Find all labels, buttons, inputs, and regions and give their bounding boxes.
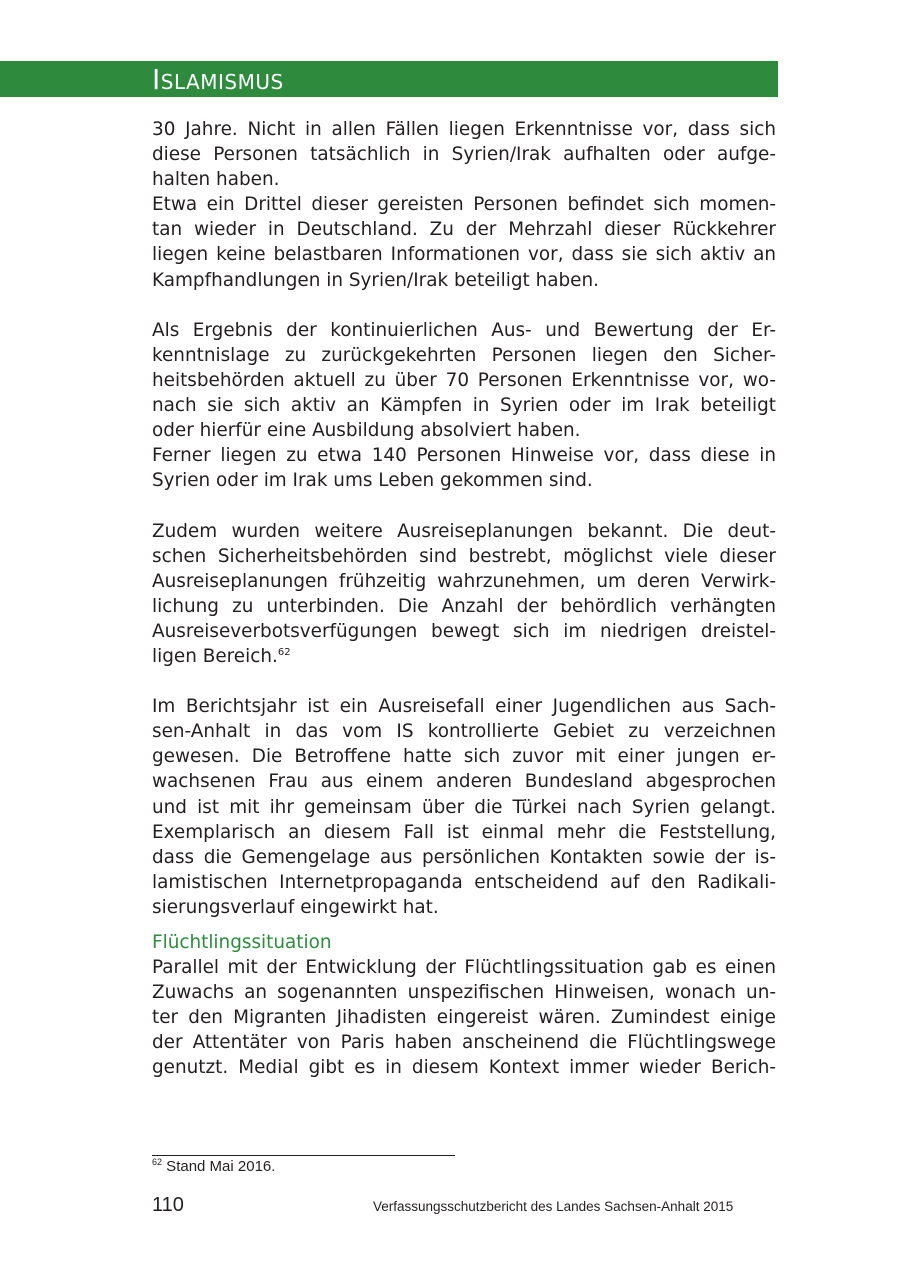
text-line: der Attentäter von Paris haben anscheinend die Flüchtlingswege xyxy=(152,1032,776,1054)
text-line: 30 Jahre. Nicht in allen Fällen liegen Erkenntnisse vor, dass sich xyxy=(152,119,776,140)
footnote-divider xyxy=(152,1155,455,1156)
text-line: schen Sicherheitsbehörden sind bestrebt, möglichst viele dieser xyxy=(152,545,776,567)
text-line: sierungsverlauf eingewirkt hat. xyxy=(152,896,439,918)
text-line: Ausreiseverbotsverfügungen bewegt sich im niedrigen dreistel- xyxy=(152,620,776,642)
text-line: sen-Anhalt in das vom IS kontrollierte Gebiet zu verzeichnen xyxy=(152,721,776,743)
text-fragment: ligen Bereich. xyxy=(152,645,278,667)
text-line: Zuwachs an sogenannten unspezifischen Hinweisen, wonach un- xyxy=(152,982,776,1004)
text-line: Zudem wurden weitere Ausreiseplanungen bekannt. Die deut- xyxy=(152,520,776,542)
text-line: und ist mit ihr gemeinsam über die Türkei nach Syrien gelangt. xyxy=(152,796,776,818)
text-line: oder hierfür eine Ausbildung absolviert haben. xyxy=(152,420,581,442)
text-line: Ferner liegen zu etwa 140 Personen Hinweise vor, dass diese in xyxy=(152,445,776,467)
footnote-reference[interactable]: 62 xyxy=(277,646,291,658)
section-header-bar xyxy=(0,61,778,97)
text-line: heitsbehörden aktuell zu über 70 Personen Erkenntnisse vor, wo- xyxy=(152,369,776,391)
text-line: liegen keine belastbaren Informationen vor, dass sie sich aktiv an xyxy=(152,244,776,266)
paragraph-5 xyxy=(152,519,776,670)
text-line xyxy=(152,644,776,669)
footnote xyxy=(152,1158,275,1176)
main-body-text xyxy=(152,117,776,1081)
paragraph-4 xyxy=(152,443,776,493)
page-number: 110 xyxy=(152,1194,184,1216)
paragraph-2 xyxy=(152,192,776,292)
paragraph-1 xyxy=(152,117,776,192)
footnote-text: Stand Mai 2016. xyxy=(162,1158,276,1175)
subheading-fluechtlingssituation: Flüchtlingssituation xyxy=(152,932,332,953)
text-line: Parallel mit der Entwicklung der Flüchtlingssituation gab es einen xyxy=(152,957,776,979)
publication-title: Verfassungsschutzbericht des Landes Sachsen-Anhalt 2015 xyxy=(373,1199,734,1214)
text-line: Ausreiseplanungen frühzeitig wahrzunehmen, um deren Verwirk- xyxy=(152,570,776,592)
text-line: Kampfhandlungen in Syrien/Irak beteiligt haben. xyxy=(152,269,599,291)
footnote-number: 62 xyxy=(152,1157,163,1167)
text-line: tan wieder in Deutschland. Zu der Mehrzahl dieser Rückkehrer xyxy=(152,219,776,241)
text-line: lichung zu unterbinden. Die Anzahl der behördlich verhängten xyxy=(152,595,776,617)
text-line: halten haben. xyxy=(152,169,280,191)
text-line: genutzt. Medial gibt es in diesem Kontext immer wieder Berich- xyxy=(152,1057,776,1079)
text-line: diese Personen tatsächlich in Syrien/Irak aufhalten oder aufge- xyxy=(152,144,776,166)
text-line: Als Ergebnis der kontinuierlichen Aus- und Bewertung der Er- xyxy=(152,319,776,341)
text-line: Im Berichtsjahr ist ein Ausreisefall einer Jugendlichen aus Sach- xyxy=(152,696,776,718)
text-line: kenntnislage zu zurückgekehrten Personen liegen den Sicher- xyxy=(152,344,776,366)
text-line: dass die Gemengelage aus persönlichen Kontakten sowie der is- xyxy=(152,846,776,868)
paragraph-7 xyxy=(152,955,776,1080)
text-line: nach sie sich aktiv an Kämpfen in Syrien oder im Irak beteiligt xyxy=(152,395,776,417)
text-line: Syrien oder im Irak ums Leben gekommen sind. xyxy=(152,470,593,492)
text-line: gewesen. Die Betroffene hatte sich zuvor mit einer jungen er- xyxy=(152,746,776,768)
paragraph-6 xyxy=(152,694,776,920)
paragraph-3 xyxy=(152,318,776,443)
section-title: Islamismus xyxy=(152,63,284,96)
text-line: lamistischen Internetpropaganda entscheidend auf den Radikali- xyxy=(152,871,776,893)
text-line: Exemplarisch an diesem Fall ist einmal mehr die Feststellung, xyxy=(152,821,776,843)
text-line: wachsenen Frau aus einem anderen Bundesland abgesprochen xyxy=(152,771,776,793)
text-line: Etwa ein Drittel dieser gereisten Personen befindet sich momen- xyxy=(152,194,776,216)
text-line: ter den Migranten Jihadisten eingereist wären. Zumindest einige xyxy=(152,1007,776,1029)
